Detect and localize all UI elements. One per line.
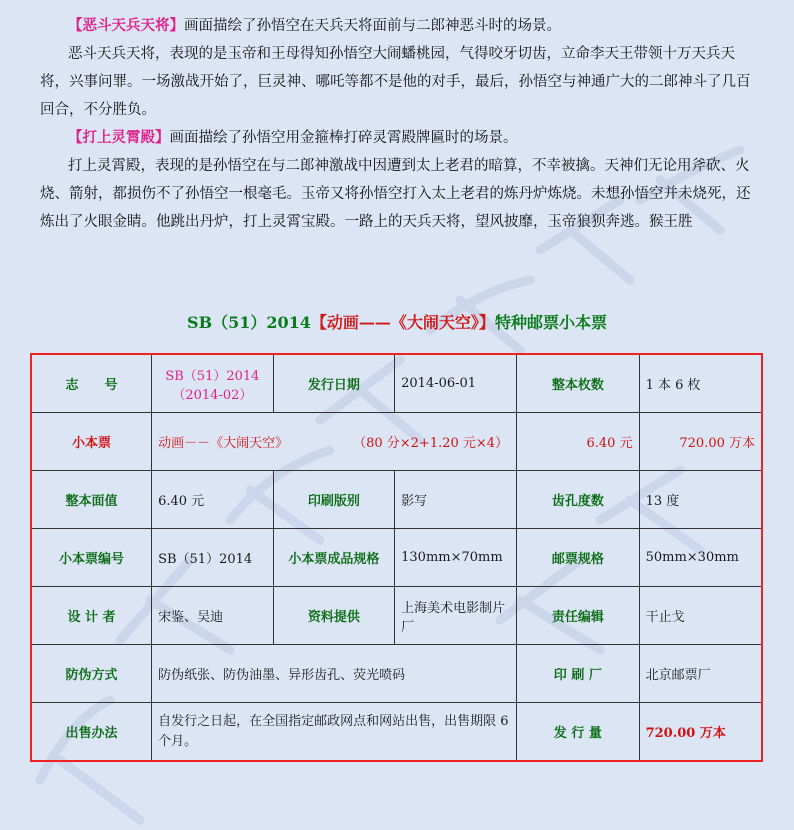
paragraph-3-text: 画面描绘了孙悟空用金箍棒打碎灵霄殿牌匾时的场景。: [169, 130, 518, 146]
table-row: [31, 703, 762, 762]
security-label: 防伪方式: [31, 645, 152, 703]
size-value: 130mm×70mm: [395, 529, 517, 587]
scene-tag-1: 【恶斗天兵天将】: [68, 17, 184, 34]
scene-tag-2: 【打上灵霄殿】: [68, 129, 170, 146]
booklet-no-value: SB（51）2014: [152, 529, 274, 587]
face-label: 整本面值: [31, 471, 152, 529]
printer-value: 北京邮票厂: [639, 645, 762, 703]
title-type: 特种邮票小本票: [494, 313, 607, 332]
count-value: 1 本 6 枚: [639, 354, 762, 413]
volume-label: 发 行 量: [517, 703, 640, 762]
title-code: SB（51）2014: [187, 313, 311, 332]
booklet-formula: （80 分×2+1.20 元×4）: [353, 436, 509, 451]
volume-value: 720.00 万本: [639, 703, 762, 762]
booklet-title: [0, 306, 794, 340]
issue-date-value: 2014-06-01: [395, 354, 517, 413]
zhihao-label: 志 号: [31, 354, 152, 413]
size-label: 小本票成品规格: [273, 529, 394, 587]
paragraph-2: 恶斗天兵天将，表现的是玉帝和王母得知孙悟空大闹蟠桃园，气得咬牙切齿，立命李天王带领十万天兵天将，兴事问罪。一场激战开始了，巨灵神、哪吒等都不是他的对手，最后，孙悟空与神通广大的二郎神斗了几百回合，不分胜负。: [40, 46, 751, 118]
source-value: 上海美术电影制片厂: [395, 587, 517, 645]
designer-value: 宋鉴、吴迪: [152, 587, 274, 645]
count-label: 整本枚数: [517, 354, 640, 413]
table-row: [31, 645, 762, 703]
booklet-price: 6.40 元: [517, 413, 640, 471]
print-value: 影写: [395, 471, 517, 529]
print-label: 印刷版别: [273, 471, 394, 529]
paragraph-1: [40, 12, 760, 40]
booklet-qty: 720.00 万本: [639, 413, 762, 471]
printer-label: 印 刷 厂: [517, 645, 640, 703]
zhihao-value-line1: SB（51）2014: [165, 368, 260, 384]
sale-value: 自发行之日起，在全国指定邮政网点和网站出售，出售期限 6 个月。: [152, 703, 517, 762]
zhihao-value-line2: （2014-02）: [172, 387, 253, 403]
face-value: 6.40 元: [152, 471, 274, 529]
issue-date-label: 发行日期: [273, 354, 394, 413]
paragraph-4: 打上灵霄殿，表现的是孙悟空在与二郎神激战中因遭到太上老君的暗算，不幸被擒。天神们无论用斧砍、火烧、箭射，都损伤不了孙悟空一根毫毛。玉帝又将孙悟空打入太上老君的炼丹炉炼烧。未想孙悟空并未烧死，还炼出了火眼金睛。他跳出丹炉，打上灵霄宝殿。一路上的天兵天将，望风披靡，玉帝狼狈奔逃。猴王胜: [40, 158, 751, 230]
security-value: 防伪纸张、防伪油墨、异形齿孔、荧光喷码: [152, 645, 517, 703]
paragraph-1-text: 画面描绘了孙悟空在天兵天将面前与二郎神恶斗时的场景。: [184, 18, 561, 34]
editor-value: 干止戈: [639, 587, 762, 645]
stamp-size-value: 50mm×30mm: [639, 529, 762, 587]
perf-label: 齿孔度数: [517, 471, 640, 529]
editor-label: 责任编辑: [517, 587, 640, 645]
booklet-label: 小本票: [31, 413, 152, 471]
paragraph-3: [40, 124, 760, 152]
zhihao-value: [152, 354, 274, 413]
title-name: 【动画——《大闹天空》】: [310, 313, 495, 332]
booklet-no-label: 小本票编号: [31, 529, 152, 587]
table-row: [31, 471, 762, 529]
article-text: [40, 12, 760, 236]
stamp-info-table: [30, 353, 763, 762]
stamp-size-label: 邮票规格: [517, 529, 640, 587]
sale-label: 出售办法: [31, 703, 152, 762]
designer-label: 设 计 者: [31, 587, 152, 645]
table-row: [31, 587, 762, 645]
table-row: [31, 529, 762, 587]
source-label: 资料提供: [273, 587, 394, 645]
booklet-description: [152, 413, 517, 471]
table-row: [31, 413, 762, 471]
booklet-name: 动画－－《大闹天空》: [158, 436, 289, 451]
perf-value: 13 度: [639, 471, 762, 529]
table-row: [31, 354, 762, 413]
